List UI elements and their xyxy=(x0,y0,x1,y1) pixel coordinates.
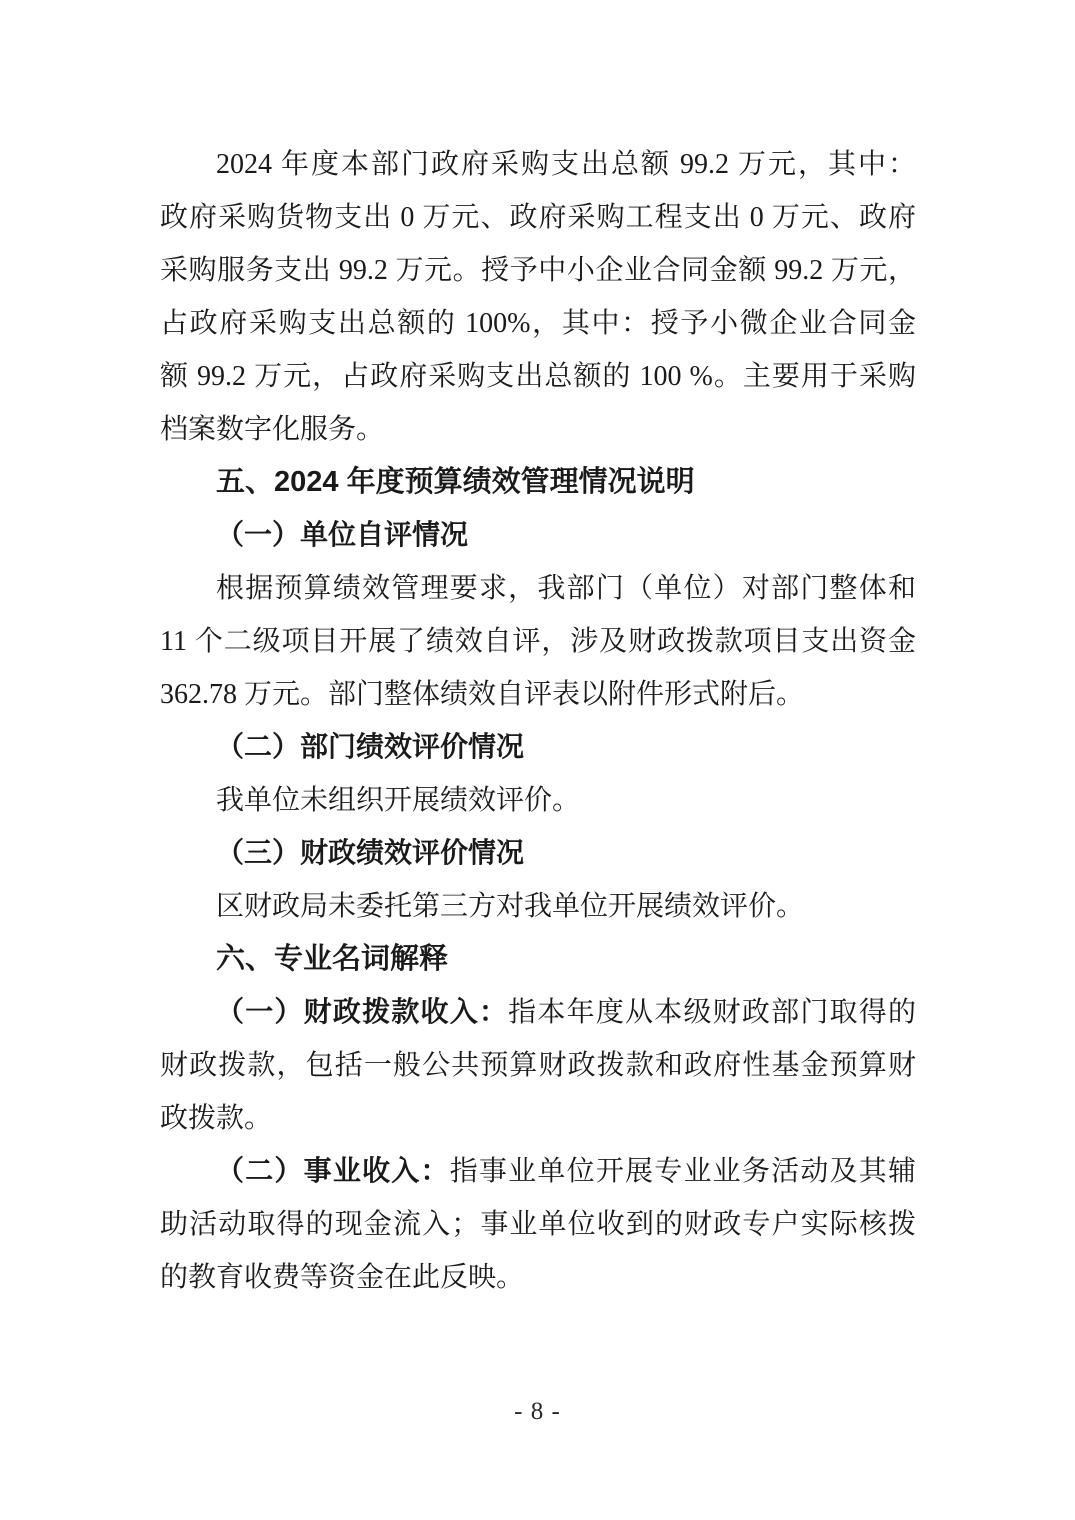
document-body xyxy=(160,138,916,1304)
page-number: - 8 - xyxy=(514,1398,561,1425)
text-line xyxy=(160,986,916,1039)
term-label: （二）事业收入： xyxy=(216,1156,450,1187)
paragraph-department-evaluation xyxy=(160,774,916,827)
section-heading-terminology: 六、专业名词解释 xyxy=(216,943,449,975)
text-line: 区财政局未委托第三方对我单位开展绩效评价。 xyxy=(216,891,805,922)
text-line: 政拨款。 xyxy=(160,1103,273,1134)
paragraph-term-fiscal-appropriation xyxy=(160,986,916,1145)
text-line: 2024 年度本部门政府采购支出总额 99.2 万元，其中： xyxy=(216,149,916,180)
text-line: 政府采购货物支出 0 万元、政府采购工程支出 0 万元、政府 xyxy=(160,202,916,233)
text-line: 的教育收费等资金在此反映。 xyxy=(160,1262,525,1293)
term-definition: 指本年度从本级财政部门取得的 xyxy=(508,997,916,1028)
text-line: 362.78 万元。部门整体绩效自评表以附件形式附后。 xyxy=(160,679,805,710)
text-line: 财政拨款，包括一般公共预算财政拨款和政府性基金预算财 xyxy=(160,1050,916,1081)
term-label: （一）财政拨款收入： xyxy=(216,997,509,1028)
paragraph-self-evaluation xyxy=(160,562,916,721)
subheading-finance-evaluation: （三）财政绩效评价情况 xyxy=(216,838,525,869)
text-line: 11 个二级项目开展了绩效自评，涉及财政拨款项目支出资金 xyxy=(160,626,916,657)
text-line: 助活动取得的现金流入；事业单位收到的财政专户实际核拨 xyxy=(160,1209,916,1240)
section-heading-performance-management: 五、2024 年度预算绩效管理情况说明 xyxy=(216,466,695,498)
paragraph-procurement xyxy=(160,138,916,456)
text-line: 占政府采购支出总额的 100%，其中：授予小微企业合同金 xyxy=(160,308,916,339)
subheading-self-evaluation: （一）单位自评情况 xyxy=(216,520,469,551)
text-line: 我单位未组织开展绩效评价。 xyxy=(216,785,581,816)
text-line: 档案数字化服务。 xyxy=(160,414,385,445)
subheading-department-evaluation: （二）部门绩效评价情况 xyxy=(216,732,525,763)
term-definition: 指事业单位开展专业业务活动及其辅 xyxy=(449,1156,916,1187)
text-line: 额 99.2 万元，占政府采购支出总额的 100 %。主要用于采购 xyxy=(160,361,916,392)
text-line: 根据预算绩效管理要求，我部门（单位）对部门整体和 xyxy=(216,573,916,604)
paragraph-finance-evaluation xyxy=(160,880,916,933)
text-line: 采购服务支出 99.2 万元。授予中小企业合同金额 99.2 万元， xyxy=(160,255,916,286)
paragraph-term-operational-income xyxy=(160,1145,916,1304)
text-line xyxy=(160,1145,916,1198)
